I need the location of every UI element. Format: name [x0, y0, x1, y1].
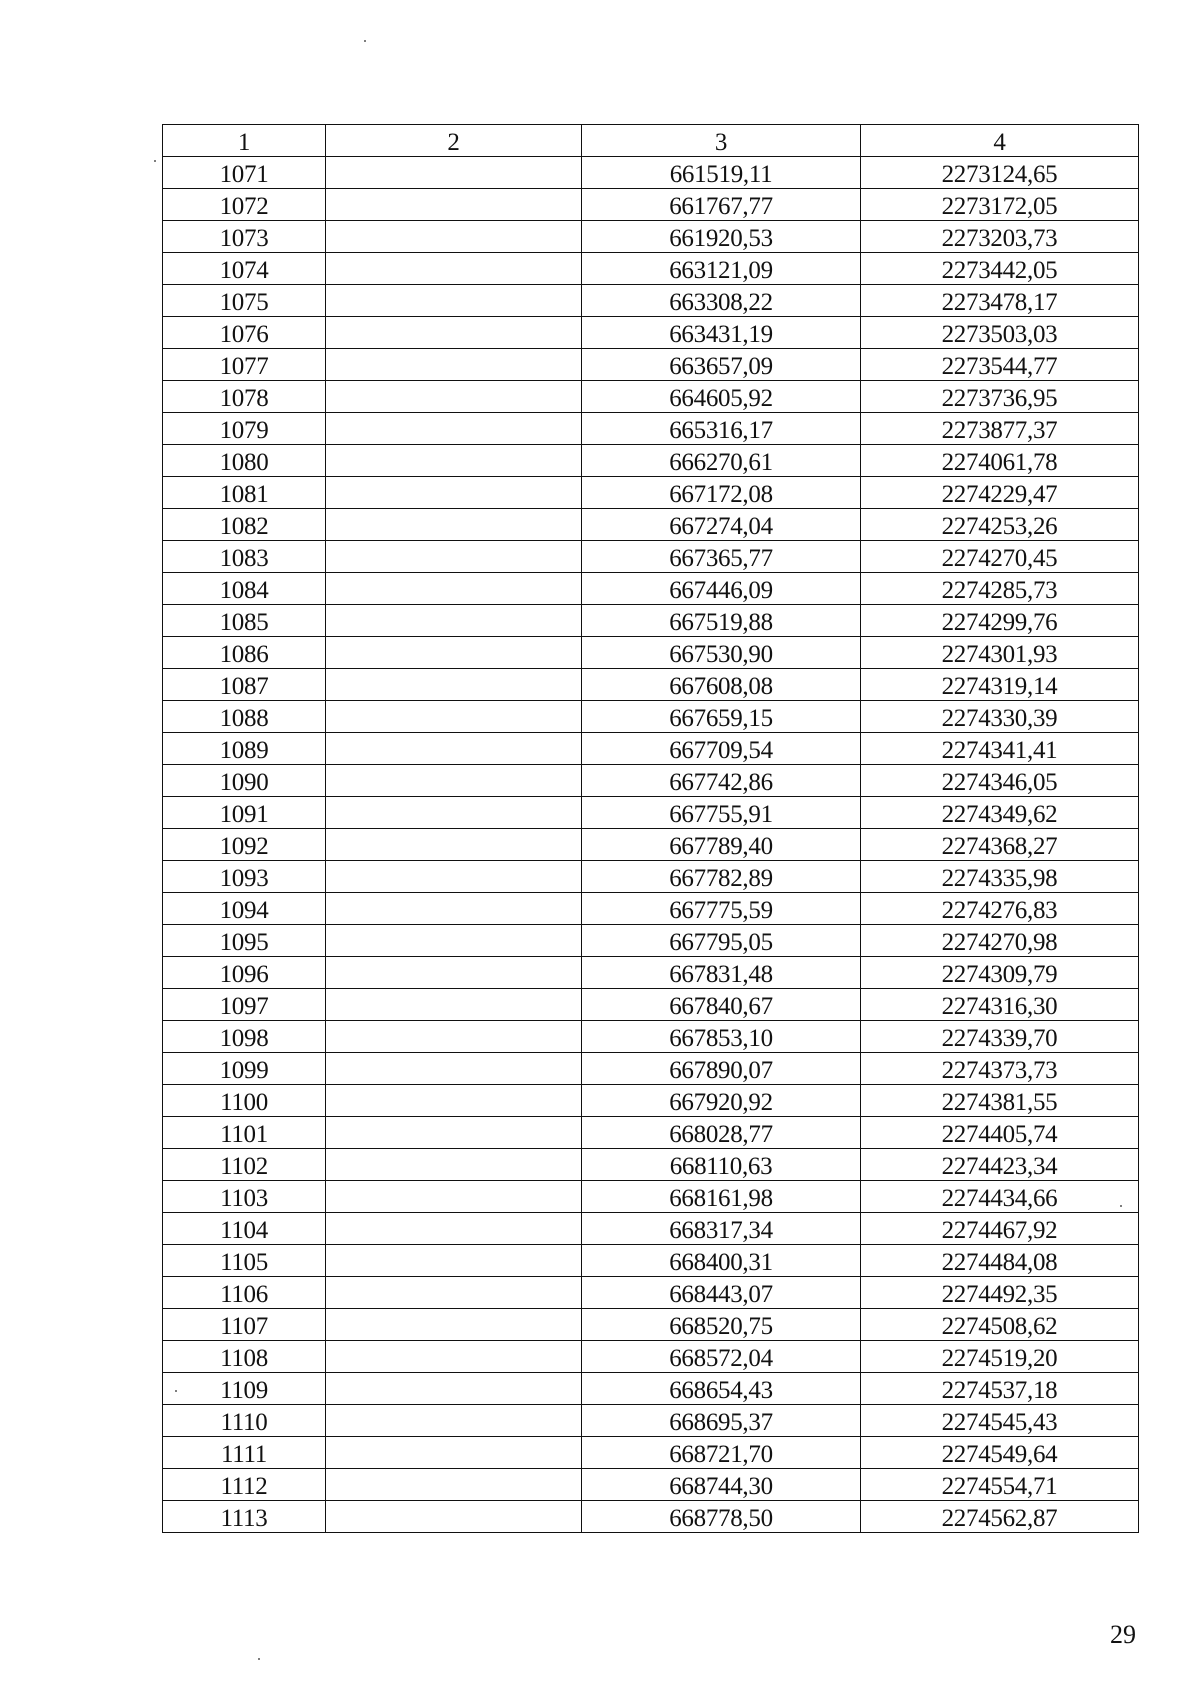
- empty-cell: [326, 1341, 582, 1373]
- empty-cell: [326, 1501, 582, 1533]
- coordinate-x-cell: 667789,40: [582, 829, 861, 861]
- coordinate-y-cell: 2274330,39: [861, 701, 1139, 733]
- point-number-cell: 1111: [163, 1437, 326, 1469]
- empty-cell: [326, 189, 582, 221]
- point-number-cell: 1085: [163, 605, 326, 637]
- table-row: [163, 1341, 1139, 1373]
- point-number-cell: 1107: [163, 1309, 326, 1341]
- point-number-cell: 1109: [163, 1373, 326, 1405]
- coordinate-y-cell: 2274309,79: [861, 957, 1139, 989]
- point-number-cell: 1077: [163, 349, 326, 381]
- empty-cell: [326, 1309, 582, 1341]
- table-row: [163, 1277, 1139, 1309]
- coordinate-x-cell: 667755,91: [582, 797, 861, 829]
- point-number-cell: 1094: [163, 893, 326, 925]
- table-row: [163, 925, 1139, 957]
- table-row: [163, 541, 1139, 573]
- coordinate-x-cell: 667742,86: [582, 765, 861, 797]
- empty-cell: [326, 1437, 582, 1469]
- coordinate-y-cell: 2274276,83: [861, 893, 1139, 925]
- table-row: [163, 1405, 1139, 1437]
- coordinate-y-cell: 2273503,03: [861, 317, 1139, 349]
- coordinate-y-cell: 2273544,77: [861, 349, 1139, 381]
- table-row: [163, 1213, 1139, 1245]
- coordinate-x-cell: 667446,09: [582, 573, 861, 605]
- table-row: [163, 1149, 1139, 1181]
- point-number-cell: 1082: [163, 509, 326, 541]
- table-row: [163, 253, 1139, 285]
- coordinate-y-cell: 2274346,05: [861, 765, 1139, 797]
- coordinate-y-cell: 2274319,14: [861, 669, 1139, 701]
- coordinate-y-cell: 2274423,34: [861, 1149, 1139, 1181]
- point-number-cell: 1101: [163, 1117, 326, 1149]
- coordinate-x-cell: 667853,10: [582, 1021, 861, 1053]
- point-number-cell: 1103: [163, 1181, 326, 1213]
- empty-cell: [326, 413, 582, 445]
- coordinates-table: [162, 124, 1139, 1533]
- coordinate-y-cell: 2274335,98: [861, 861, 1139, 893]
- coordinate-y-cell: 2274405,74: [861, 1117, 1139, 1149]
- table-row: [163, 861, 1139, 893]
- point-number-cell: 1102: [163, 1149, 326, 1181]
- coordinate-x-cell: 668110,63: [582, 1149, 861, 1181]
- table-row: [163, 1117, 1139, 1149]
- coordinate-y-cell: 2274299,76: [861, 605, 1139, 637]
- point-number-cell: 1095: [163, 925, 326, 957]
- empty-cell: [326, 1149, 582, 1181]
- table-row: [163, 1437, 1139, 1469]
- empty-cell: [326, 1405, 582, 1437]
- coordinate-y-cell: 2274373,73: [861, 1053, 1139, 1085]
- coordinate-y-cell: 2274508,62: [861, 1309, 1139, 1341]
- table-body: [163, 157, 1139, 1533]
- point-number-cell: 1088: [163, 701, 326, 733]
- point-number-cell: 1071: [163, 157, 326, 189]
- table-row: [163, 573, 1139, 605]
- coordinate-x-cell: 668744,30: [582, 1469, 861, 1501]
- coordinate-y-cell: 2273124,65: [861, 157, 1139, 189]
- coordinate-y-cell: 2274537,18: [861, 1373, 1139, 1405]
- table-header-row: [163, 125, 1139, 157]
- empty-cell: [326, 477, 582, 509]
- empty-cell: [326, 1085, 582, 1117]
- point-number-cell: 1086: [163, 637, 326, 669]
- scan-speck: [1120, 1205, 1122, 1207]
- table-row: [163, 701, 1139, 733]
- table-row: [163, 1501, 1139, 1533]
- coordinate-y-cell: 2274341,41: [861, 733, 1139, 765]
- coordinate-x-cell: 667890,07: [582, 1053, 861, 1085]
- table-row: [163, 1181, 1139, 1213]
- coordinate-x-cell: 668520,75: [582, 1309, 861, 1341]
- empty-cell: [326, 669, 582, 701]
- coordinate-x-cell: 664605,92: [582, 381, 861, 413]
- point-number-cell: 1075: [163, 285, 326, 317]
- empty-cell: [326, 509, 582, 541]
- table-row: [163, 829, 1139, 861]
- point-number-cell: 1100: [163, 1085, 326, 1117]
- coordinate-y-cell: 2274467,92: [861, 1213, 1139, 1245]
- coordinate-y-cell: 2274253,26: [861, 509, 1139, 541]
- coordinate-y-cell: 2274492,35: [861, 1277, 1139, 1309]
- empty-cell: [326, 445, 582, 477]
- table-row: [163, 509, 1139, 541]
- coordinate-x-cell: 667659,15: [582, 701, 861, 733]
- coordinate-y-cell: 2274549,64: [861, 1437, 1139, 1469]
- coordinate-x-cell: 667782,89: [582, 861, 861, 893]
- column-header-4: 4: [861, 125, 1139, 157]
- coordinate-y-cell: 2274368,27: [861, 829, 1139, 861]
- point-number-cell: 1080: [163, 445, 326, 477]
- table-row: [163, 893, 1139, 925]
- coordinate-y-cell: 2273172,05: [861, 189, 1139, 221]
- coordinate-x-cell: 663121,09: [582, 253, 861, 285]
- point-number-cell: 1083: [163, 541, 326, 573]
- point-number-cell: 1084: [163, 573, 326, 605]
- scan-speck: [364, 40, 366, 42]
- column-header-2: 2: [326, 125, 582, 157]
- table-row: [163, 765, 1139, 797]
- point-number-cell: 1091: [163, 797, 326, 829]
- coordinate-x-cell: 668778,50: [582, 1501, 861, 1533]
- coordinate-x-cell: 668400,31: [582, 1245, 861, 1277]
- empty-cell: [326, 829, 582, 861]
- empty-cell: [326, 701, 582, 733]
- coordinate-x-cell: 663657,09: [582, 349, 861, 381]
- point-number-cell: 1105: [163, 1245, 326, 1277]
- coordinate-x-cell: 667172,08: [582, 477, 861, 509]
- point-number-cell: 1096: [163, 957, 326, 989]
- scan-speck: [175, 1390, 177, 1392]
- table-row: [163, 669, 1139, 701]
- point-number-cell: 1073: [163, 221, 326, 253]
- coordinate-x-cell: 667840,67: [582, 989, 861, 1021]
- coordinate-x-cell: 663308,22: [582, 285, 861, 317]
- empty-cell: [326, 349, 582, 381]
- empty-cell: [326, 861, 582, 893]
- empty-cell: [326, 1021, 582, 1053]
- point-number-cell: 1110: [163, 1405, 326, 1437]
- empty-cell: [326, 989, 582, 1021]
- empty-cell: [326, 957, 582, 989]
- scan-speck: [258, 1658, 260, 1660]
- empty-cell: [326, 925, 582, 957]
- point-number-cell: 1104: [163, 1213, 326, 1245]
- point-number-cell: 1078: [163, 381, 326, 413]
- point-number-cell: 1108: [163, 1341, 326, 1373]
- coordinate-x-cell: 668721,70: [582, 1437, 861, 1469]
- coordinate-x-cell: 666270,61: [582, 445, 861, 477]
- table-row: [163, 605, 1139, 637]
- coordinate-y-cell: 2274229,47: [861, 477, 1139, 509]
- coordinate-x-cell: 667795,05: [582, 925, 861, 957]
- table-row: [163, 445, 1139, 477]
- coordinate-x-cell: 668028,77: [582, 1117, 861, 1149]
- point-number-cell: 1081: [163, 477, 326, 509]
- point-number-cell: 1076: [163, 317, 326, 349]
- table-row: [163, 189, 1139, 221]
- empty-cell: [326, 221, 582, 253]
- coordinate-y-cell: 2274545,43: [861, 1405, 1139, 1437]
- empty-cell: [326, 1213, 582, 1245]
- coordinate-y-cell: 2273736,95: [861, 381, 1139, 413]
- empty-cell: [326, 797, 582, 829]
- table-row: [163, 637, 1139, 669]
- empty-cell: [326, 893, 582, 925]
- coordinate-y-cell: 2273478,17: [861, 285, 1139, 317]
- coordinate-y-cell: 2273203,73: [861, 221, 1139, 253]
- coordinate-y-cell: 2274061,78: [861, 445, 1139, 477]
- table-row: [163, 1053, 1139, 1085]
- coordinate-y-cell: 2274381,55: [861, 1085, 1139, 1117]
- empty-cell: [326, 1117, 582, 1149]
- empty-cell: [326, 1277, 582, 1309]
- table-row: [163, 477, 1139, 509]
- coordinate-x-cell: 667608,08: [582, 669, 861, 701]
- point-number-cell: 1093: [163, 861, 326, 893]
- coordinate-x-cell: 668572,04: [582, 1341, 861, 1373]
- point-number-cell: 1090: [163, 765, 326, 797]
- coordinate-y-cell: 2274270,98: [861, 925, 1139, 957]
- coordinate-y-cell: 2274519,20: [861, 1341, 1139, 1373]
- table-row: [163, 349, 1139, 381]
- coordinate-x-cell: 668654,43: [582, 1373, 861, 1405]
- coordinate-y-cell: 2274484,08: [861, 1245, 1139, 1277]
- coordinate-y-cell: 2273442,05: [861, 253, 1139, 285]
- table-row: [163, 1469, 1139, 1501]
- empty-cell: [326, 733, 582, 765]
- empty-cell: [326, 765, 582, 797]
- table-row: [163, 957, 1139, 989]
- coordinate-x-cell: 668161,98: [582, 1181, 861, 1213]
- point-number-cell: 1099: [163, 1053, 326, 1085]
- coordinate-y-cell: 2274285,73: [861, 573, 1139, 605]
- empty-cell: [326, 317, 582, 349]
- coordinate-x-cell: 661767,77: [582, 189, 861, 221]
- point-number-cell: 1113: [163, 1501, 326, 1533]
- column-header-1: 1: [163, 125, 326, 157]
- table-row: [163, 1085, 1139, 1117]
- table-row: [163, 221, 1139, 253]
- empty-cell: [326, 1245, 582, 1277]
- coordinate-x-cell: 668443,07: [582, 1277, 861, 1309]
- empty-cell: [326, 605, 582, 637]
- coordinate-y-cell: 2273877,37: [861, 413, 1139, 445]
- empty-cell: [326, 541, 582, 573]
- scan-speck: [154, 160, 156, 162]
- page-number: 29: [1110, 1620, 1136, 1649]
- point-number-cell: 1092: [163, 829, 326, 861]
- coordinate-y-cell: 2274554,71: [861, 1469, 1139, 1501]
- table-row: [163, 381, 1139, 413]
- coordinate-x-cell: 663431,19: [582, 317, 861, 349]
- table-row: [163, 157, 1139, 189]
- coordinate-x-cell: 668695,37: [582, 1405, 861, 1437]
- point-number-cell: 1097: [163, 989, 326, 1021]
- coordinate-x-cell: 667920,92: [582, 1085, 861, 1117]
- point-number-cell: 1079: [163, 413, 326, 445]
- coordinate-x-cell: 668317,34: [582, 1213, 861, 1245]
- table-row: [163, 733, 1139, 765]
- table-row: [163, 989, 1139, 1021]
- table-row: [163, 1373, 1139, 1405]
- coordinate-y-cell: 2274562,87: [861, 1501, 1139, 1533]
- point-number-cell: 1087: [163, 669, 326, 701]
- coordinate-x-cell: 667709,54: [582, 733, 861, 765]
- table-row: [163, 797, 1139, 829]
- coordinate-y-cell: 2274316,30: [861, 989, 1139, 1021]
- empty-cell: [326, 157, 582, 189]
- table-row: [163, 1245, 1139, 1277]
- coordinate-x-cell: 667274,04: [582, 509, 861, 541]
- empty-cell: [326, 253, 582, 285]
- table-row: [163, 1021, 1139, 1053]
- coordinate-x-cell: 667831,48: [582, 957, 861, 989]
- empty-cell: [326, 1181, 582, 1213]
- point-number-cell: 1106: [163, 1277, 326, 1309]
- empty-cell: [326, 381, 582, 413]
- empty-cell: [326, 1053, 582, 1085]
- point-number-cell: 1072: [163, 189, 326, 221]
- empty-cell: [326, 573, 582, 605]
- point-number-cell: 1112: [163, 1469, 326, 1501]
- point-number-cell: 1089: [163, 733, 326, 765]
- empty-cell: [326, 1373, 582, 1405]
- empty-cell: [326, 1469, 582, 1501]
- point-number-cell: 1098: [163, 1021, 326, 1053]
- table-row: [163, 317, 1139, 349]
- empty-cell: [326, 285, 582, 317]
- coordinate-x-cell: 661920,53: [582, 221, 861, 253]
- empty-cell: [326, 637, 582, 669]
- coordinate-x-cell: 667519,88: [582, 605, 861, 637]
- coordinate-y-cell: 2274434,66: [861, 1181, 1139, 1213]
- table-row: [163, 1309, 1139, 1341]
- coordinate-x-cell: 665316,17: [582, 413, 861, 445]
- coordinate-x-cell: 667775,59: [582, 893, 861, 925]
- point-number-cell: 1074: [163, 253, 326, 285]
- table-row: [163, 413, 1139, 445]
- coordinate-y-cell: 2274349,62: [861, 797, 1139, 829]
- coordinate-y-cell: 2274270,45: [861, 541, 1139, 573]
- coordinate-x-cell: 667530,90: [582, 637, 861, 669]
- coordinate-y-cell: 2274301,93: [861, 637, 1139, 669]
- coordinate-x-cell: 661519,11: [582, 157, 861, 189]
- coordinate-x-cell: 667365,77: [582, 541, 861, 573]
- table-row: [163, 285, 1139, 317]
- column-header-3: 3: [582, 125, 861, 157]
- coordinate-y-cell: 2274339,70: [861, 1021, 1139, 1053]
